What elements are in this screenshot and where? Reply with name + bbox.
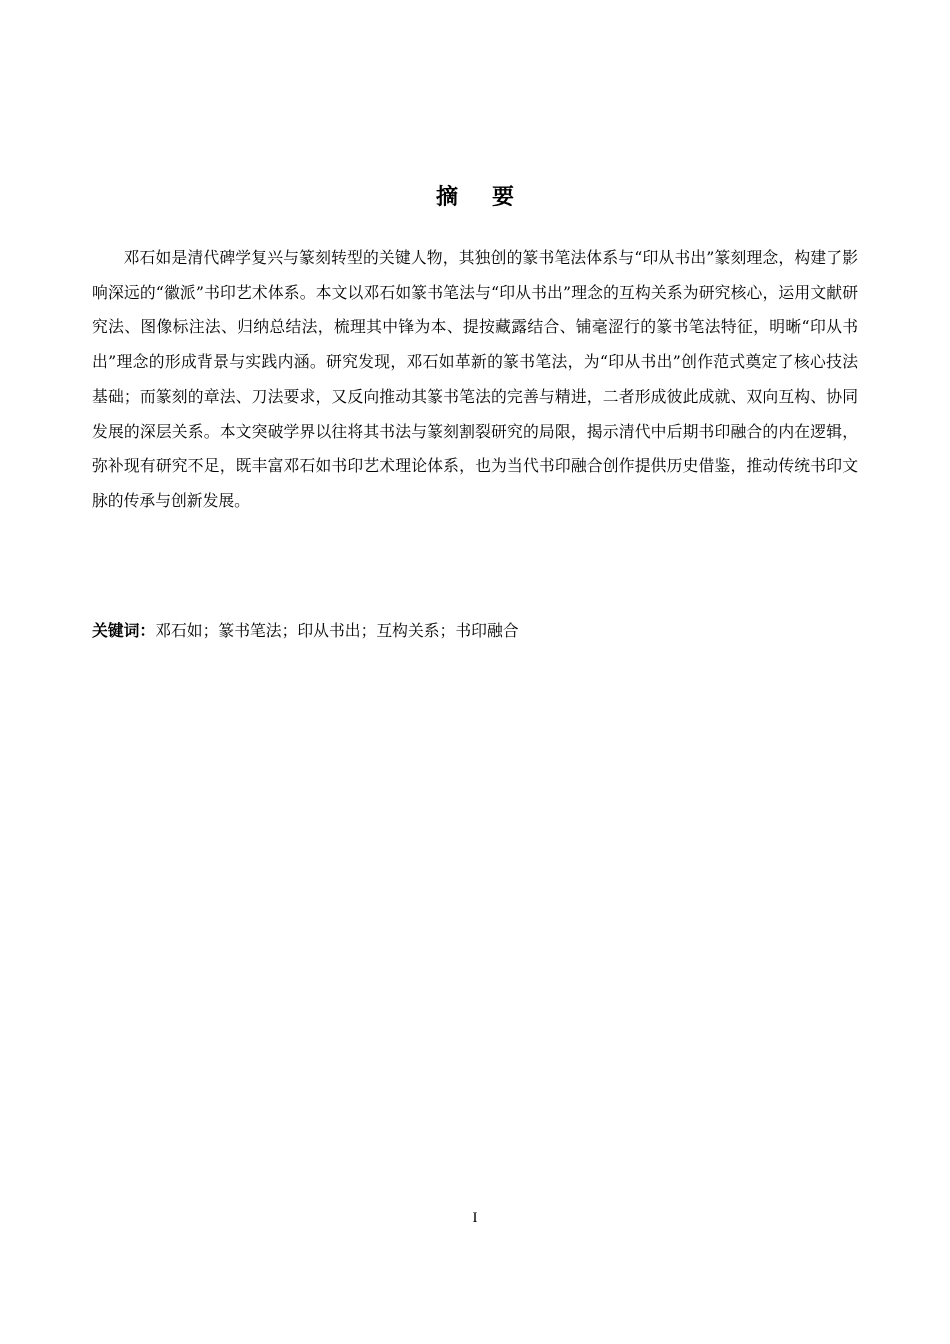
keywords-label: 关键词：	[92, 621, 156, 640]
abstract-body: 邓石如是清代碑学复兴与篆刻转型的关键人物，其独创的篆书笔法体系与“印从书出”篆刻理念，构建了影响深远的“徽派”书印艺术体系。本文以邓石如篆书笔法与“印从书出”理念的互构关系为研究核心，运用文献研究法、图像标注法、归纳总结法，梳理其中锋为本、提按藏露结合、铺毫涩行的篆书笔法特征，明晰“印从书出”理念的形成背景与实践内涵。研究发现，邓石如革新的篆书笔法，为“印从书出”创作范式奠定了核心技法基础；而篆刻的章法、刀法要求，又反向推动其篆书笔法的完善与精进，二者形成彼此成就、双向互构、协同发展的深层关系。本文突破学界以往将其书法与篆刻割裂研究的局限，揭示清代中后期书印融合的内在逻辑，弥补现有研究不足，既丰富邓石如书印艺术理论体系，也为当代书印融合创作提供历史借鉴，推动传统书印文脉的传承与创新发展。	[92, 248, 858, 510]
abstract-title: 摘要	[435, 185, 548, 210]
page-number: I	[472, 1210, 478, 1226]
keywords-text: 邓石如；篆书笔法；印从书出；互构关系；书印融合	[155, 621, 519, 640]
keywords-line	[92, 617, 858, 645]
